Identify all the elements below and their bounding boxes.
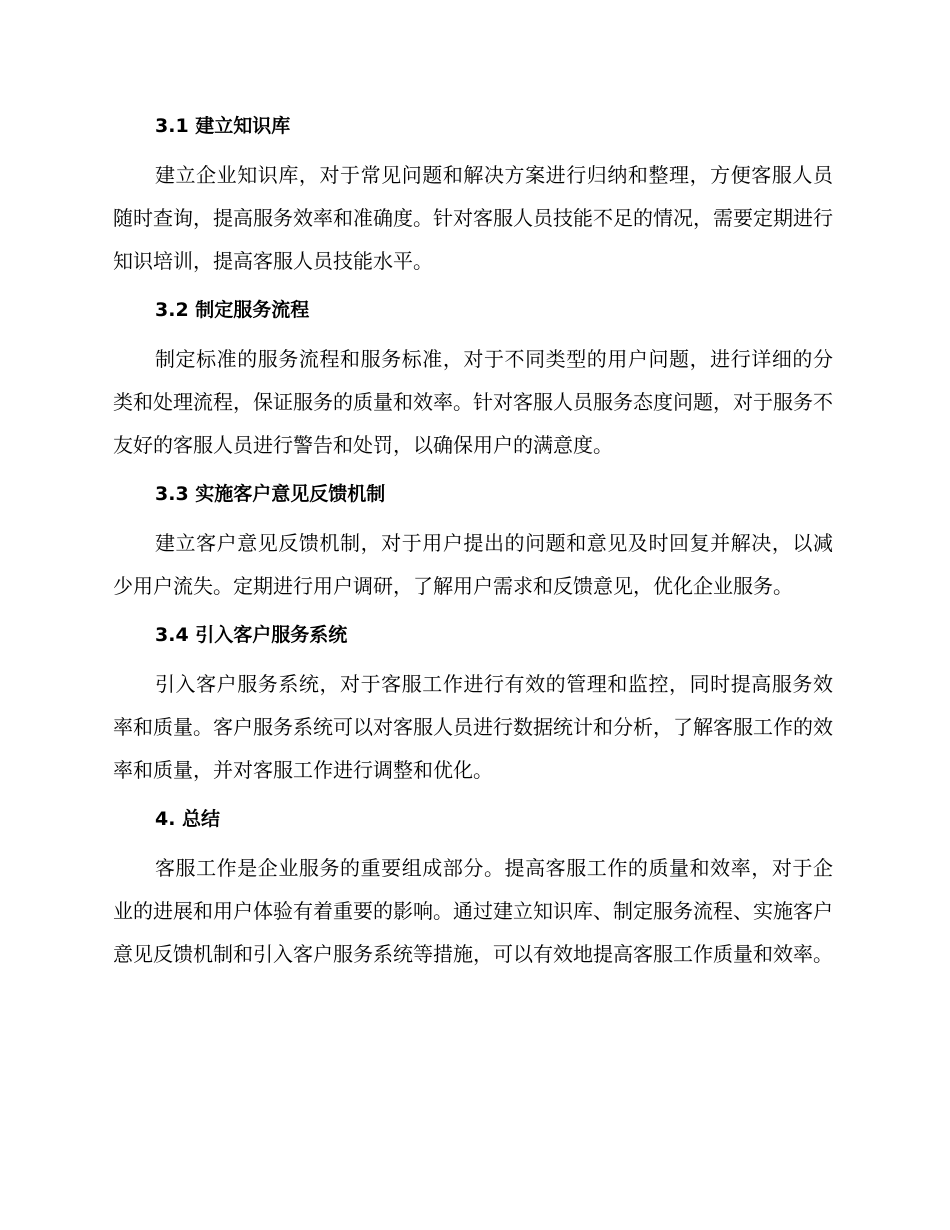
section-body-3-4: 引入客户服务系统，对于客服工作进行有效的管理和监控，同时提高服务效率和质量。客户服务系统可以对客服人员进行数据统计和分析，了解客服工作的效率和质量，并对客服工作进行调整和优化。 — [113, 672, 833, 782]
document-content — [113, 106, 833, 983]
section-heading-3-1: 3.1 建立知识库 — [155, 115, 291, 137]
section-heading-3-2: 3.2 制定服务流程 — [155, 299, 310, 321]
section-heading-3-3: 3.3 实施客户意见反馈机制 — [155, 483, 386, 505]
section-body-3-2: 制定标准的服务流程和服务标准，对于不同类型的用户问题，进行详细的分类和处理流程，保证服务的质量和效率。针对客服人员服务态度问题，对于服务不友好的客服人员进行警告和处罚，以确保用户的满意度。 — [113, 347, 833, 457]
section-heading-3-4: 3.4 引入客户服务系统 — [155, 624, 348, 646]
section-body-3-1: 建立企业知识库，对于常见问题和解决方案进行归纳和整理，方便客服人员随时查询，提高服务效率和准确度。针对客服人员技能不足的情况，需要定期进行知识培训，提高客服人员技能水平。 — [113, 163, 833, 273]
section-body-4: 客服工作是企业服务的重要组成部分。提高客服工作的质量和效率，对于企业的进展和用户体验有着重要的影响。通过建立知识库、制定服务流程、实施客户意见反馈机制和引入客户服务系统等措施，可以有效地提高客服工作质量和效率。 — [113, 856, 833, 966]
section-body-3-3: 建立客户意见反馈机制，对于用户提出的问题和意见及时回复并解决，以减少用户流失。定期进行用户调研，了解用户需求和反馈意见，优化企业服务。 — [113, 531, 833, 598]
section-heading-4: 4. 总结 — [155, 808, 221, 830]
